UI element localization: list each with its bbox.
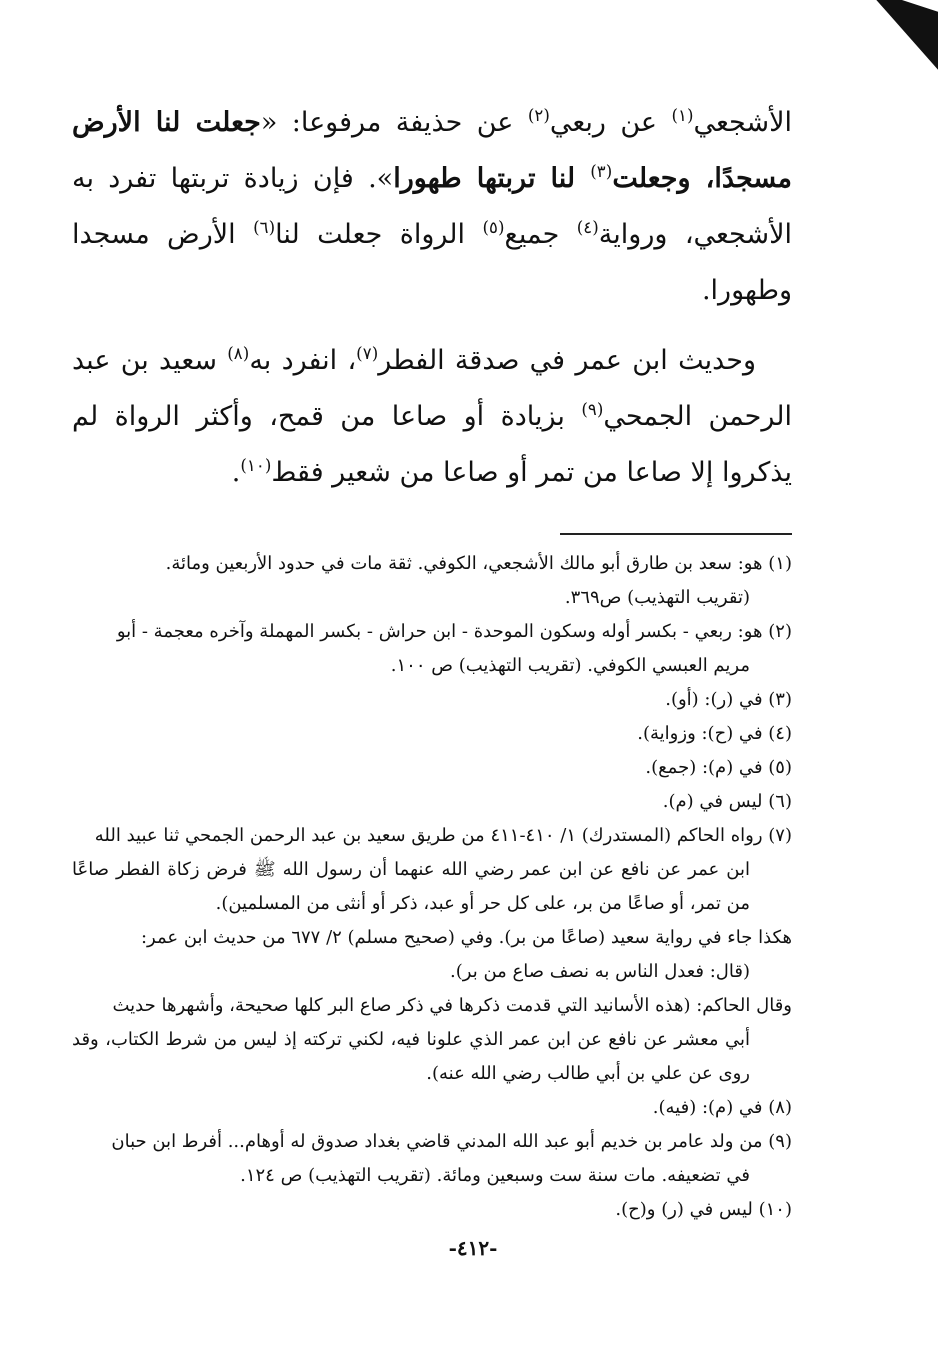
footnote-8: (٨) في (م): (فيه). — [652, 1097, 792, 1118]
footnote-ref[interactable]: (٢) — [527, 105, 550, 125]
page-number: -٤١٢- — [448, 1236, 498, 1260]
main-text — [72, 95, 792, 501]
footnote-ref[interactable]: (٣) — [590, 161, 613, 181]
hadith-quote: جعلت لنا الأرض مسجدًا، وجعلت — [72, 107, 792, 194]
footnote-ref[interactable]: (٩) — [581, 399, 604, 419]
footnote-ref[interactable]: (٥) — [482, 217, 505, 237]
footnotes — [72, 547, 792, 1227]
footnote-9: (٩) من ولد عامر بن خديم أبو عبد الله المدني قاضي بغداد صدوق له أوهام... أفرط ابن حبان في تضعيفه. مات سنة ست وسبعين ومائة. (تقريب التهذيب) ص ١٢٤. — [111, 1131, 792, 1186]
footnote-5: (٥) في (م): (جمع). — [645, 757, 792, 778]
footnote-ref[interactable]: (١٠) — [240, 455, 272, 475]
footnote-7-hakim-quote: وقال الحاكم: (هذه الأسانيد التي قدمت ذكرها في ذكر صاع البر كلها صحيحة، وأشهرها حديث أبي معشر عن نافع عن ابن عمر الذي علونا فيه، لكني تركته إذ ليس من شرط الكتاب، وقد روى عن علي بن أبي طالب رضي الله عنه). — [72, 995, 792, 1084]
page-body — [72, 95, 792, 1227]
footnote-6: (٦) ليس في (م). — [662, 791, 792, 812]
footnote-ref[interactable]: (٦) — [253, 217, 276, 237]
footnote-2: (٢) هو: ربعي - بكسر أوله وسكون الموحدة - ابن حراش - بكسر المهملة وآخره معجمة - أبو مريم العبسي الكوفي. (تقريب التهذيب) ص ١٠٠. — [116, 621, 792, 676]
footnote-ref[interactable]: (١) — [671, 105, 694, 125]
page-corner-mark — [866, 0, 938, 70]
footnote-separator — [560, 533, 792, 535]
footnote-3: (٣) في (ر): (أو). — [665, 689, 792, 710]
hadith-quote: لنا تربتها طهورا — [393, 163, 591, 194]
footnote-7-continuation: هكذا جاء في رواية سعيد (صاعًا من بر). وفي (صحيح مسلم) ٢/ ٦٧٧ من حديث ابن عمر: (قال: فعدل الناس به نصف صاع من بر). — [140, 927, 792, 982]
footnote-ref[interactable]: (٨) — [227, 343, 250, 363]
paragraph-2: وحديث ابن عمر في صدقة الفطر$^{(٧)}$، انفرد به$^{(٨)}$ سعيد بن عبد الرحمن الجمحي$^{(٩)}$ بزيادة أو صاعا من قمح، وأكثر الرواة لم يذكروا إلا صاعا من تمر أو صاعا من شعير فقط$^{(١٠)}$. — [72, 343, 793, 488]
footnote-ref[interactable]: (٤) — [576, 217, 599, 237]
footnote-7: (٧) رواه الحاكم (المستدرك) ١/ ٤١٠-٤١١ من طريق سعيد بن عبد الرحمن الجمحي ثنا عبيد الله ابن عمر عن نافع عن ابن عمر رضي الله عنهما أن رسول الله ﷺ فرض زكاة الفطر صاعًا من تمر، أو صاعًا من بر، على كل حر أو عبد، ذكر أو أنثى من المسلمين). — [72, 825, 792, 914]
footnote-10: (١٠) ليس في (ر) و(ح). — [615, 1199, 792, 1220]
paragraph-1: الأشجعي$^{(١)}$ عن ربعي$^{(٢)}$ عن حذيفة مرفوعا: «جعلت لنا الأرض مسجدًا، وجعلت$^{(٣)}$ لنا تربتها طهورا». فإن زيادة تربتها تفرد به الأشجعي، ورواية$^{(٤)}$ جميع$^{(٥)}$ الرواة جعلت لنا$^{(٦)}$ الأرض مسجدا وطهورا. — [72, 105, 793, 306]
footnote-1: (١) هو: سعد بن طارق أبو مالك الأشجعي، الكوفي. ثقة مات في حدود الأربعين ومائة. (تقريب التهذيب) ص٣٦٩. — [165, 553, 792, 608]
footnote-ref[interactable]: (٧) — [356, 343, 379, 363]
footnote-4: (٤) في (ح): وزواية). — [637, 723, 792, 744]
